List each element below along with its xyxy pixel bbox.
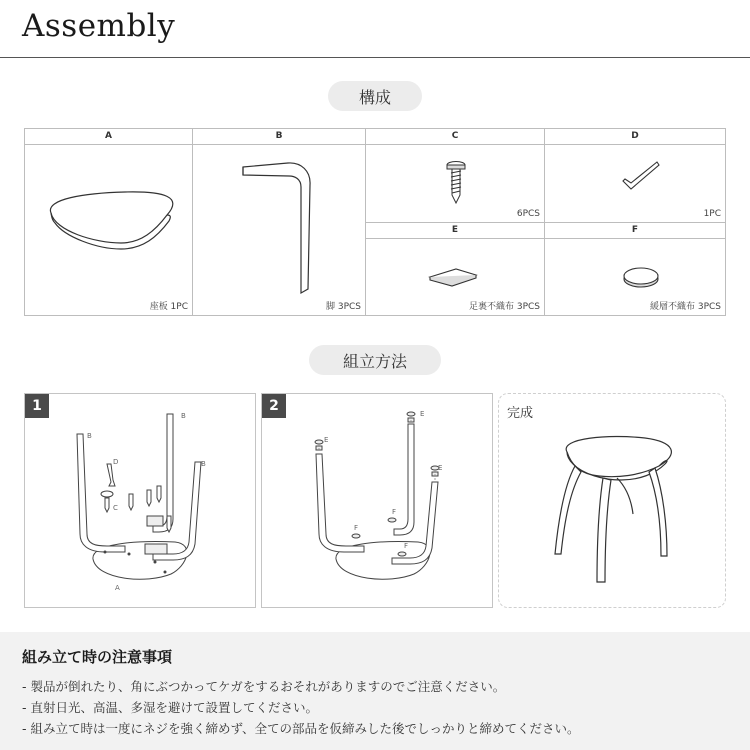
step-1-label-wrench: D (113, 458, 119, 466)
step-1-label-leg: B (87, 432, 92, 440)
step-1-label-leg: B (201, 460, 206, 468)
parts-table (24, 128, 726, 316)
assembly-heading: 組立方法 (309, 345, 441, 375)
part-cell-e (366, 223, 545, 315)
composition-heading: 構成 (328, 81, 422, 111)
caution-notes-list (22, 676, 580, 739)
part-letter: D (545, 129, 725, 145)
step-1-illustration (25, 394, 257, 609)
step-2-label-pad-e: E (324, 436, 329, 444)
assembly-step-complete (498, 393, 726, 608)
part-caption: 緩層不織布 3PCS (649, 302, 721, 312)
caution-note-item: - 直射日光、高温、多湿を避けて設置してください。 (22, 700, 318, 715)
part-cell-f (545, 223, 725, 315)
part-caption: 6PCS (516, 209, 540, 219)
caution-note-item: - 製品が倒れたり、角にぶつかってケガをするおそれがありますのでご注意ください。 (22, 679, 506, 694)
page-title: Assembly (22, 8, 176, 44)
part-caption: 座板 1PC (149, 302, 188, 312)
leg-icon (193, 145, 366, 295)
step-2-label-pad-f: F (354, 524, 359, 532)
part-letter: B (193, 129, 365, 145)
step-1-label-screw: C (113, 504, 118, 512)
part-caption: 足裏不織布 3PCS (468, 302, 540, 312)
part-cell-b (193, 129, 366, 315)
completed-label: 完成 (507, 406, 534, 421)
part-letter: C (366, 129, 544, 145)
step-number-badge: 2 (262, 394, 286, 418)
step-2-label-pad-e: E (438, 464, 443, 472)
part-letter: E (366, 223, 544, 239)
part-caption: 脚 3PCS (325, 302, 361, 312)
title-divider (0, 57, 750, 58)
part-cell-d (545, 129, 725, 223)
assembly-step-1 (24, 393, 256, 608)
seat-board-icon (25, 145, 193, 295)
part-cell-a (25, 129, 193, 315)
caution-note-item: - 組み立て時は一度にネジを強く締めず、全ての部品を仮締みした後でしっかりと締めてください。 (22, 721, 580, 736)
assembly-step-2 (261, 393, 493, 608)
hex-wrench-icon (545, 145, 725, 223)
step-2-label-pad-f: F (404, 542, 409, 550)
step-2-label-pad-e: E (420, 410, 425, 418)
caution-notes-title: 組み立て時の注意事項 (22, 648, 173, 666)
part-letter: A (25, 129, 192, 145)
step-number-badge: 1 (25, 394, 49, 418)
step-1-label-seat: A (115, 584, 120, 592)
step-2-illustration (262, 394, 494, 609)
part-letter: F (545, 223, 725, 239)
caution-notes-panel (0, 632, 750, 750)
step-2-label-pad-f: F (392, 508, 397, 516)
completed-stool-icon (499, 394, 727, 609)
part-caption: 1PC (703, 209, 721, 219)
step-1-label-leg: B (181, 412, 186, 420)
part-cell-c (366, 129, 545, 223)
